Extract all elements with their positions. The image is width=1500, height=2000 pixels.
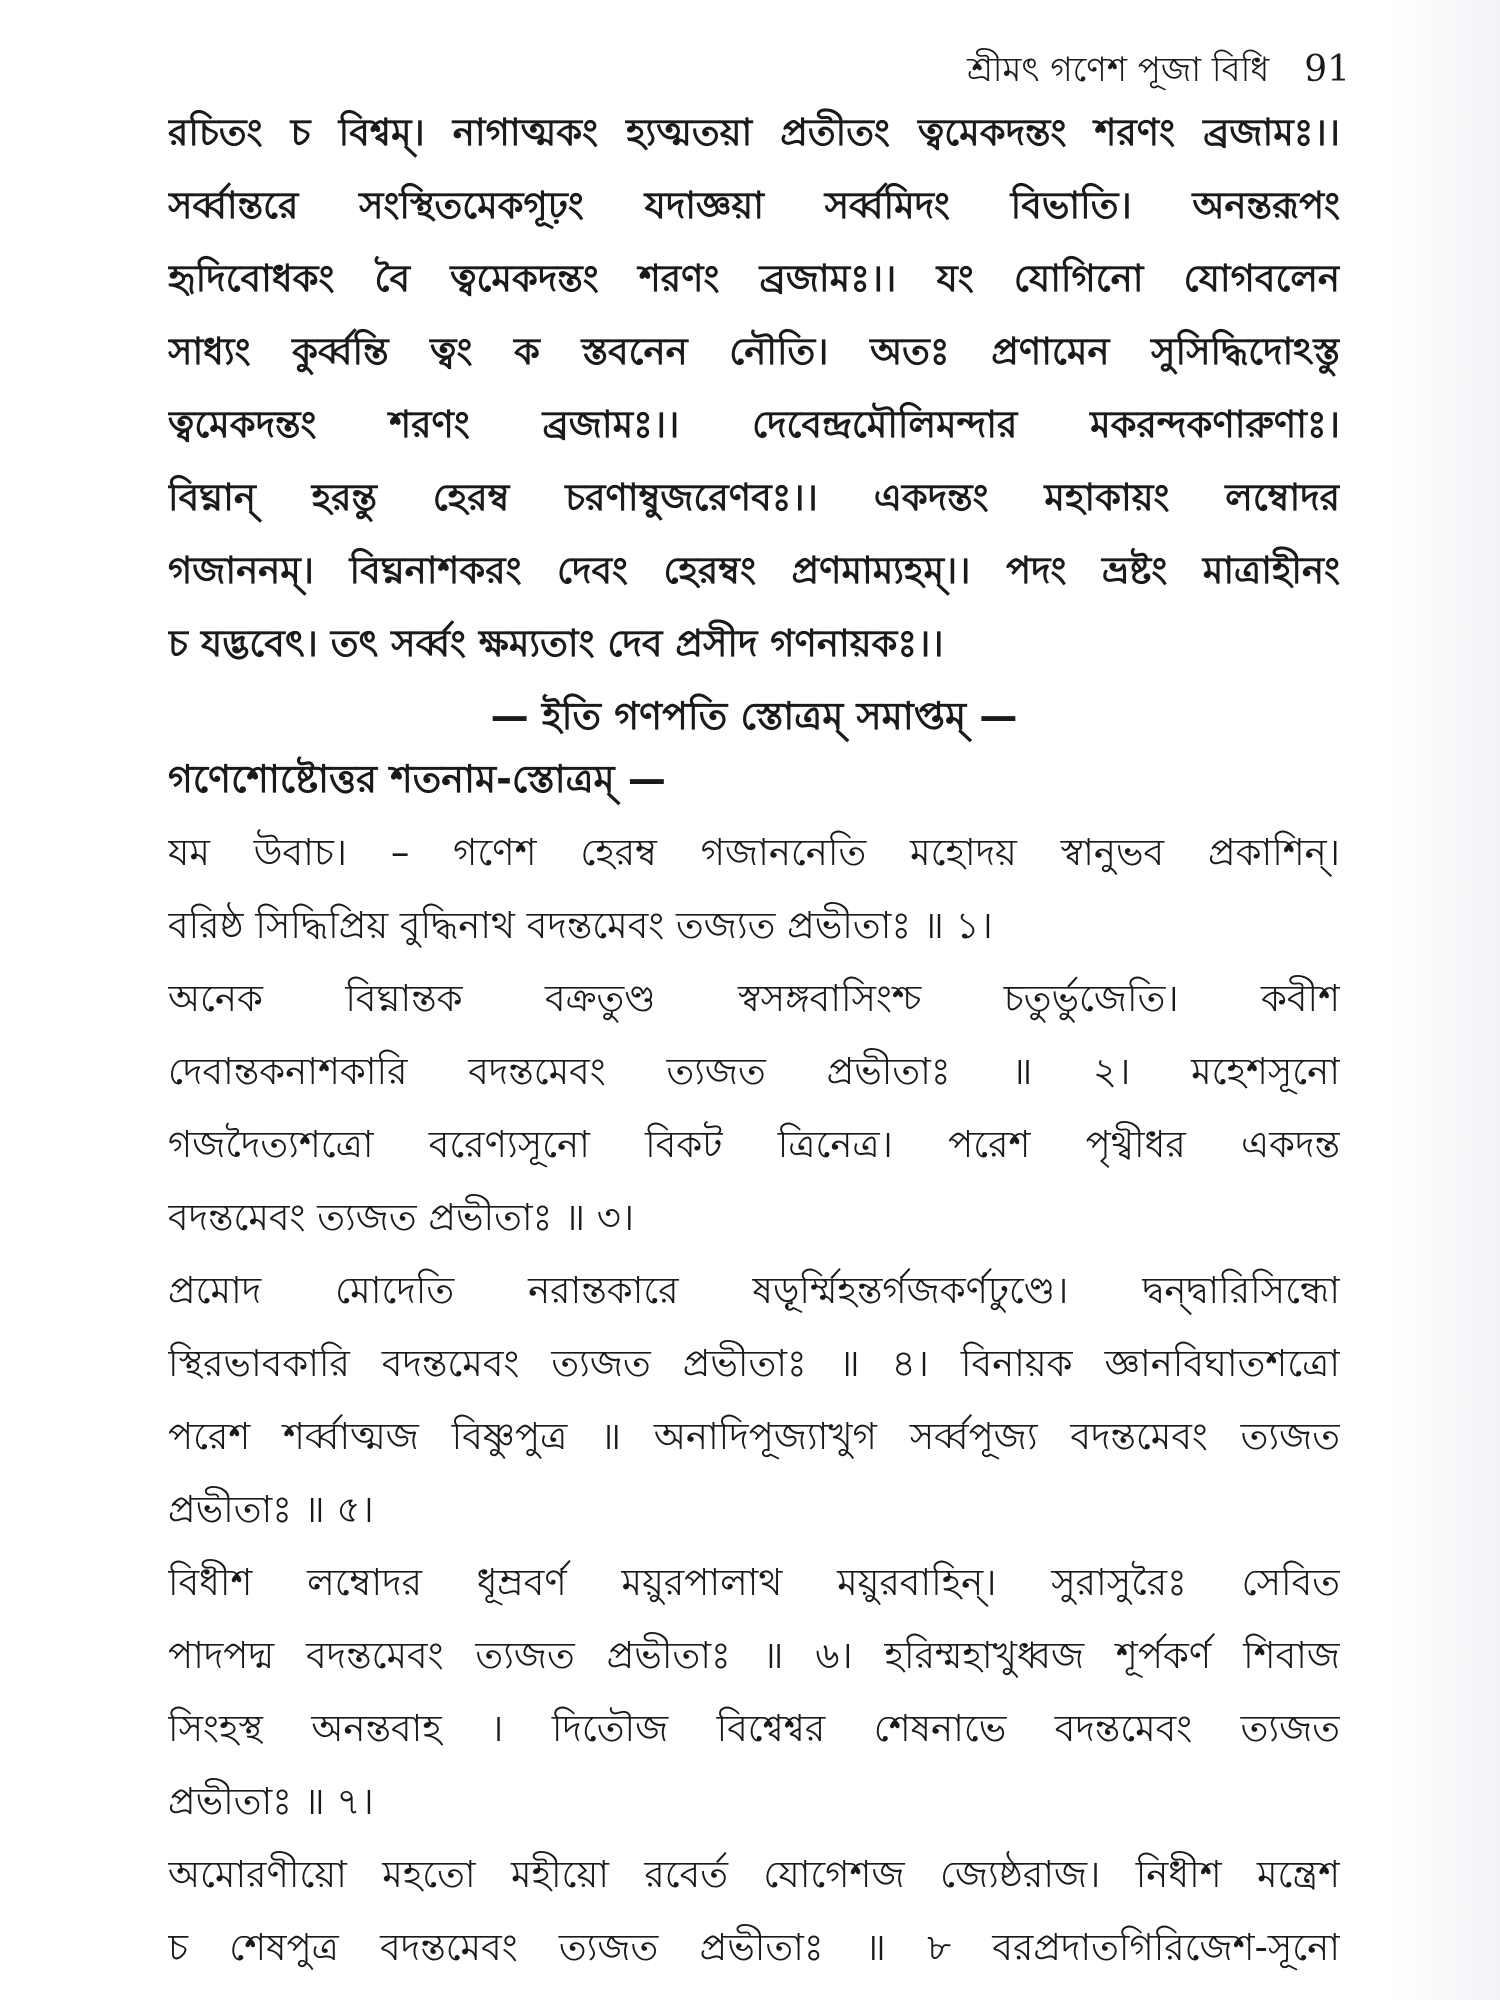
verse-line: সিংহস্থ অনন্তবাহ । দিতৌজ বিশ্বেশ্বর শেষনাভে বদন্তমেবং ত্যজত [168,1707,1340,1750]
verse-line: প্রভীতাঃ ॥ ৫। [168,1488,374,1531]
verse-line: প্রভীতাঃ ॥ ৭। [168,1780,374,1823]
verse-line: প্রমোদ মোদেতি নরান্তকারে ষড়ূর্ম্মিহন্তর্গজকর্ণঢুণ্ডে। দ্বন্দ্বারিসিন্ধো [168,1269,1340,1312]
page-number: 91 [1304,49,1350,90]
text-line: হৃদিবোধকং বৈ ত্বমেকদন্তং শরণং ব্রজামঃ।। যং যোগিনো যোগবলেন [168,257,1340,300]
running-head-title: শ্রীমৎ গণেশ পূজা বিধি [967,50,1270,90]
running-head [967,50,1350,90]
text-line: ত্বমেকদন্তং শরণং ব্রজামঃ।। দেবেন্দ্রমৌলিমন্দার মকরন্দকণারুণাঃ। [168,403,1340,446]
verse-line: পরেশ শর্ব্বাত্মজ বিষ্ণুপুত্র ॥ অনাদিপূজ্যাখুগ সর্ব্বপূজ্য বদন্তমেবং ত্যজত [168,1415,1340,1458]
verse-line: অনেক বিঘ্নান্তক বক্রতুণ্ড স্বসঙ্গবাসিংশ্চ চতুর্ভুজেতি। কবীশ [168,977,1340,1020]
verse-line: বদন্তমেবং ত্যজত প্রভীতাঃ ॥ ৩। [168,1196,635,1239]
section-heading: গণেশোষ্টোত্তর শতনাম-স্তোত্রম্ — [168,757,666,801]
section-heading-block [168,755,1340,828]
verse-line: বিধীশ লম্বোদর ধূম্রবর্ণ ময়ুরপালাথ ময়ুরবাহিন্। সুরাসুরৈঃ সেবিত [168,1561,1340,1604]
colophon: — ইতি গণপতি স্তোত্রম্ সমাপ্তম্ — [490,694,1018,738]
text-line: সাধ্যং কুর্ব্বন্তি ত্বং ক স্তবনেন নৌতি। অতঃ প্রণামেন সুসিদ্ধিদোঽস্তু [168,330,1340,373]
text-line: গজাননম্। বিঘ্ননাশকরং দেবং হেরম্বং প্রণমাম্যহম্।। পদং ভ্রষ্টং মাত্রাহীনং [168,549,1340,592]
verse-line: স্থিরভাবকারি বদন্তমেবং ত্যজত প্রভীতাঃ ॥ ৪। বিনায়ক জ্ঞানবিঘাতশত্রো [168,1342,1340,1385]
verse-line: দেবান্তকনাশকারি বদন্তমেবং ত্যজত প্রভীতাঃ ॥ ২। মহেশসূনো [168,1050,1340,1093]
verse-line: গজদৈত্যশত্রো বরেণ্যসূনো বিকট ত্রিনেত্র। পরেশ পৃথ্বীধর একদন্ত [168,1123,1340,1166]
verse-line: যম উবাচ। – গণেশ হেরম্ব গজাননেতি মহোদয় স্বানুভব প্রকাশিন্। [168,831,1340,874]
verse-line: পাদপদ্ম বদন্তমেবং ত্যজত প্রভীতাঃ ॥ ৬। হরিম্মহাখুধ্বজ শূর্পকর্ণ শিবাজ [168,1634,1340,1677]
verse-line: চ শেষপুত্র বদন্তমেবং ত্যজত প্রভীতাঃ ॥ ৮ বরপ্রদাতগিরিজেশ-সূনো [168,1926,1340,1969]
page-edge-shadow [1390,0,1500,2000]
verse-line: বরিষ্ঠ সিদ্ধিপ্রিয় বুদ্ধিনাথ বদন্তমেবং তজ্যত প্রভীতাঃ ॥ ১। [168,904,993,947]
verse-line: অমোরণীয়ো মহতো মহীয়ো রবের্ত যোগেশজ জ্যেষ্ঠরাজ। নিধীশ মন্ত্রেশ [168,1853,1340,1896]
text-line: রচিতং চ বিশ্বম্। নাগাত্মকং হ্যত্মতয়া প্রতীতং ত্বমেকদন্তং শরণং ব্রজামঃ।। [168,111,1340,154]
stotra-continuation [168,108,1340,765]
text-line: সর্ব্বান্তরে সংস্থিতমেকগূঢ়ং যদাজ্ঞয়া সর্ব্বমিদং বিভাতি। অনন্তরূপং [168,184,1340,227]
text-line: চ যদ্ভবেৎ। তৎ সর্ব্বং ক্ষম্যতাং দেব প্রসীদ গণনায়কঃ।। [168,622,944,665]
verses-block [168,828,1340,1996]
text-line: বিঘ্নান্ হরন্তু হেরম্ব চরণাম্বুজরেণবঃ।। একদন্তং মহাকায়ং লম্বোদর [168,476,1340,519]
